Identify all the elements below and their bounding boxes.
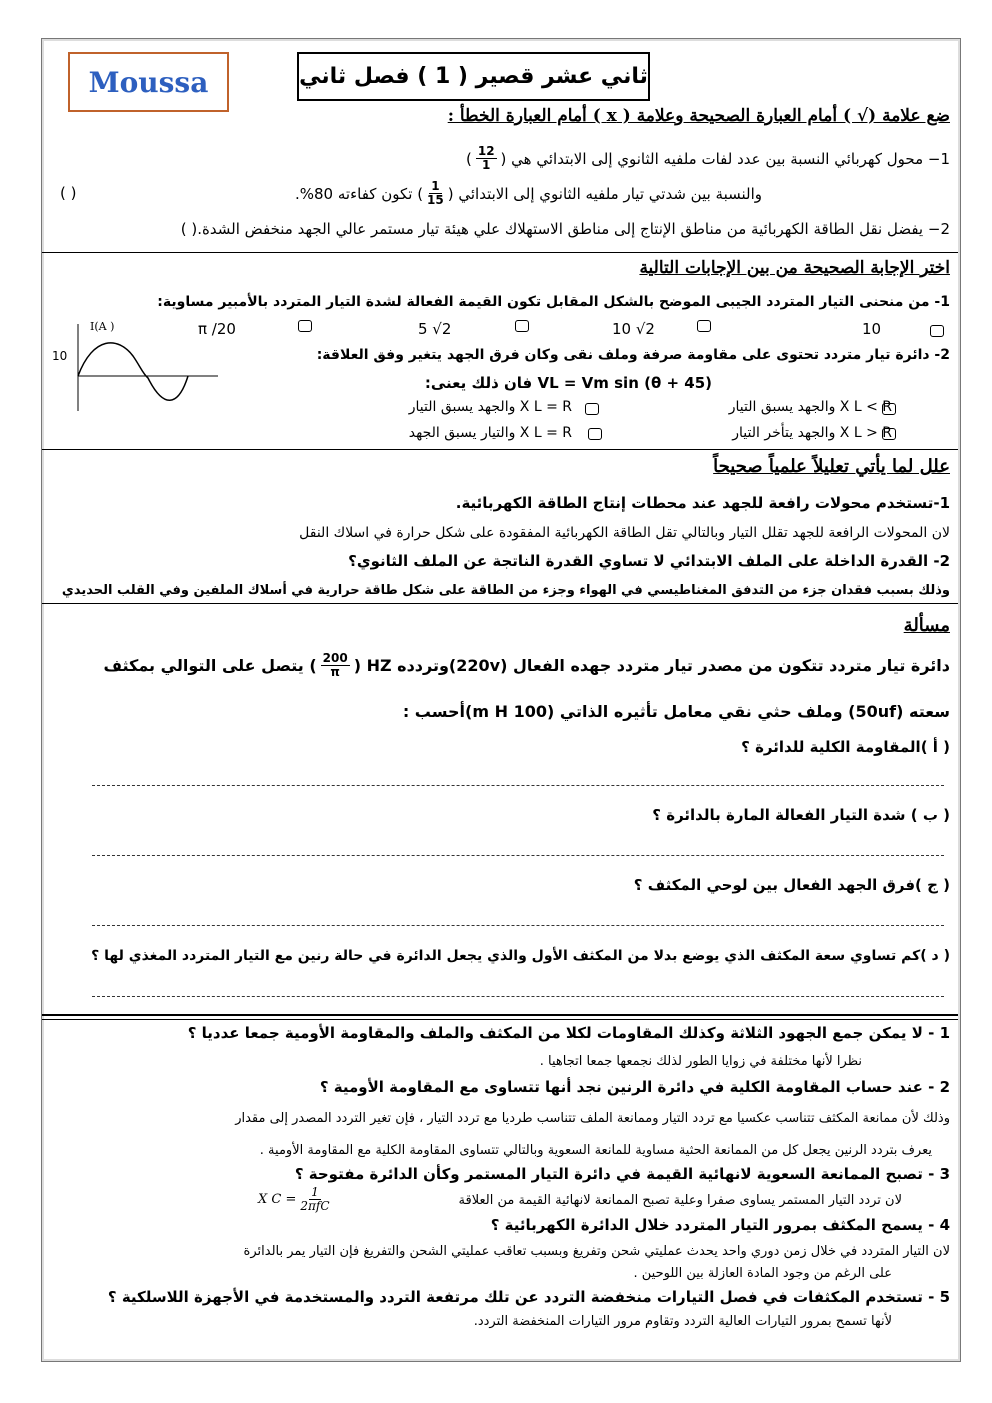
s1-q1-line1 xyxy=(466,145,950,172)
s5-a3: لان تردد التيار المستمر يساوى صفرا وعلية تصبح الممانعة لانهائية القيمة من العلاقة xyxy=(458,1193,902,1208)
opt-label: 10 xyxy=(862,320,882,338)
formula-lhs: X C = xyxy=(258,1192,297,1207)
s1-q1-answer-box[interactable]: ( ) xyxy=(60,184,77,202)
s1-q1-fraction xyxy=(476,145,497,172)
s5-q4: 4 - يسمح المكثف بمرور التيار المتردد خلال الدائرة الكهربائية ؟ xyxy=(490,1216,950,1234)
s2-optC[interactable]: X L > R والجهد يتأخر التيار xyxy=(732,425,892,441)
s3-q2: 2- القدرة الداخلة على الملف الابتدائي لا تساوي القدرة الناتجة عن الملف الثانوي؟ xyxy=(348,552,950,570)
checkbox[interactable] xyxy=(930,325,944,337)
sine-curve xyxy=(78,343,188,400)
s1-q2: 2− يفضل نقل الطاقة الكهربائية من مناطق الإنتاج إلى مناطق الاستهلاك علي هيئة تيار مستمر عالي الجهد منخفض الشدة.( ) xyxy=(180,220,950,238)
s1-q1-line2a: والنسبة بين شدتي تيار ملفيه الثانوي إلى الابتدائي ( xyxy=(447,184,762,203)
s2-optA[interactable]: X L < R والجهد يسبق التيار xyxy=(728,399,892,415)
section1-heading: ضع علامة (√ ) أمام العبارة الصحيحة وعلامة ( x ) أمام العبارة الخطأ : xyxy=(447,106,950,126)
s4-line1 xyxy=(103,652,950,679)
frac-num: 200 xyxy=(322,651,348,665)
s5-q2: 2 - عند حساب المقاومة الكلية في دائرة الرنين نجد أنها تتساوى مع المقاومة الأومية ؟ xyxy=(319,1078,950,1096)
s2-opt2[interactable]: 10 √2 xyxy=(612,320,655,338)
s5-q1: 1 - لا يمكن جمع الجهود الثلاثة وكذلك المقاومات لكلا من المكثف والملف والمقاومة الأومية جمعا عدديا ؟ xyxy=(187,1024,950,1042)
s4-line1b: ) يتصل على التوالي بمكثف xyxy=(103,656,317,675)
s1-q1-fraction2 xyxy=(427,180,444,207)
s4-qc: ( ج )فرق الجهد الفعال بين لوحي المكثف ؟ xyxy=(633,876,950,894)
s2-opt1[interactable] xyxy=(862,320,881,338)
divider xyxy=(42,252,958,253)
checkbox[interactable] xyxy=(588,428,602,440)
page-title: ثاني عشر قصير ( 1 ) فصل ثاني xyxy=(297,52,650,101)
section2-heading: اختر الإجابة الصحيحة من بين الإجابات التالية xyxy=(639,258,950,278)
s5-a4-2: على الرغم من وجود المادة العازلة بين اللوحين . xyxy=(633,1266,892,1281)
s4-qb: ( ب ) شدة التيار الفعالة المارة بالدائرة ؟ xyxy=(652,806,950,824)
s5-q5: 5 - تستخدم المكثفات في فصل التيارات منخفضة التردد عن تلك مرتفعة التردد والمستخدمة في الأجهزة اللاسلكية ؟ xyxy=(107,1288,950,1306)
answer-line[interactable] xyxy=(92,925,944,926)
s4-qd: ( د )كم تساوي سعة المكثف الذي يوضع بدلا من المكثف الأول والذي يجعل الدائرة في حالة رنين مع التيار المتردد المغذي لها ؟ xyxy=(91,948,950,964)
s5-a2-2: يعرف بتردد الرنين يجعل كل من الممانعة الحثية مساوية للمانعة السعوية وبالتالي تتساوى المقاومة الكلية مع المقاومة الأومية . xyxy=(259,1143,932,1158)
paren-close: ) xyxy=(465,149,472,168)
s2-opt3[interactable]: 5 √2 xyxy=(418,320,452,338)
s5-a2-1: وذلك لأن ممانعة المكثف تتناسب عكسيا مع تردد التيار وممانعة الملف تتناسب طرديا مع تردد التيار ، فإن تغير التردد المصدر إلى مقدار xyxy=(235,1111,950,1126)
s3-q1: 1-تستخدم محولات رافعة للجهد عند محطات إنتاج الطاقة الكهربائية. xyxy=(455,494,950,512)
section3-heading: علل لما يأتي تعليلاً علمياً صحيحاً xyxy=(713,456,950,477)
s4-qa: ( أ )المقاومة الكلية للدائرة ؟ xyxy=(741,738,950,756)
frac-den: 15 xyxy=(427,193,444,207)
checkbox[interactable] xyxy=(298,320,312,332)
s1-q1-text: 1− محول كهربائي النسبة بين عدد لفات ملفيه الثانوي إلى الابتدائي هي ( xyxy=(500,149,950,168)
answer-line[interactable] xyxy=(92,996,944,997)
s2-opt4[interactable]: π /20 xyxy=(198,320,236,338)
s2-q1: 1- من منحنى التيار المتردد الجيبى الموضح بالشكل المقابل تكون القيمة الفعالة لشدة التيار المتردد بالأمبير مساوية: xyxy=(157,294,950,310)
s5-q3: 3 - تصبح الممانعة السعوية لانهائية القيمة في دائرة التيار المستمر وكأن الدائرة مفتوحة ؟ xyxy=(294,1165,950,1183)
sine-graph xyxy=(48,316,228,416)
checkbox[interactable] xyxy=(585,403,599,415)
s5-a4-1: لان التيار المتردد في خلال زمن دوري واحد يحدث عمليتي شحن وتفريغ وبسبب تعاقب عمليتي الشحن والتفريغ فإن التيار يمر بالدائرة xyxy=(243,1244,950,1259)
frac-den: π xyxy=(330,665,340,679)
divider xyxy=(42,1019,958,1020)
checkbox[interactable] xyxy=(882,403,896,415)
section4-heading: مسألة xyxy=(903,615,950,636)
divider xyxy=(42,449,958,450)
s5-a1: نظرا لأنها مختلفة في زوايا الطور لذلك نجمعها جمعا اتجاهيا . xyxy=(539,1054,862,1069)
s2-q2-eq: VL = Vm sin (θ + 45) فان ذلك يعنى: xyxy=(424,374,712,392)
formula-fraction xyxy=(300,1186,329,1213)
s1-q1-line2b: ) تكون كفاءته 80%. xyxy=(294,184,424,203)
s3-a2: وذلك بسبب فقدان جزء من التدفق المغناطيسي في الهواء وجزء من الطاقة على شكل طاقة حرارية في أسلاك الملفين وفي القلب الحديدي xyxy=(61,583,950,598)
s2-optB[interactable]: X L = R والجهد يسبق التيار xyxy=(408,399,572,415)
s5-a3-formula xyxy=(258,1186,330,1213)
s3-a1: لان المحولات الرافعة للجهد تقلل التيار وبالتالي تقل الطاقة الكهربائية المفقودة على شكل حرارة في اسلاك النقل xyxy=(299,525,950,541)
logo: Moussa xyxy=(68,52,229,112)
checkbox[interactable] xyxy=(515,320,529,332)
frac-num: 1 xyxy=(311,1185,319,1199)
s2-q2: 2- دائرة تيار متردد تحتوى على مقاومة صرفة وملف نقى وكان فرق الجهد يتغير وفق العلاقة: xyxy=(316,347,950,363)
graph-ylabel: I(A ) xyxy=(90,320,115,333)
divider xyxy=(42,603,958,604)
answer-line[interactable] xyxy=(92,855,944,856)
freq-fraction xyxy=(321,652,350,679)
s4-line2: سعته (50uf) وملف حثي نقي معامل تأثيره الذاتي (100 m H)أحسب : xyxy=(402,702,950,721)
answer-line[interactable] xyxy=(92,785,944,786)
checkbox[interactable] xyxy=(882,428,896,440)
graph-peak: 10 xyxy=(52,349,68,363)
frac-num: 12 xyxy=(477,144,495,158)
frac-den: 2πfC xyxy=(300,1199,330,1213)
checkbox[interactable] xyxy=(697,320,711,332)
s4-line1a: دائرة تيار متردد تتكون من مصدر تيار متردد جهده الفعال (220v)وتردده HZ ( xyxy=(353,656,950,675)
s2-optD[interactable]: X L = R والتيار يسبق الجهد xyxy=(408,425,572,441)
s5-a5: لأنها تسمح بمرور التيارات العالية التردد وتقاوم مرور التيارات المنخفضة التردد. xyxy=(473,1314,892,1329)
frac-num: 1 xyxy=(431,179,440,193)
divider xyxy=(42,1014,958,1016)
frac-den: 1 xyxy=(482,158,491,172)
s1-q1-line2 xyxy=(295,180,762,207)
